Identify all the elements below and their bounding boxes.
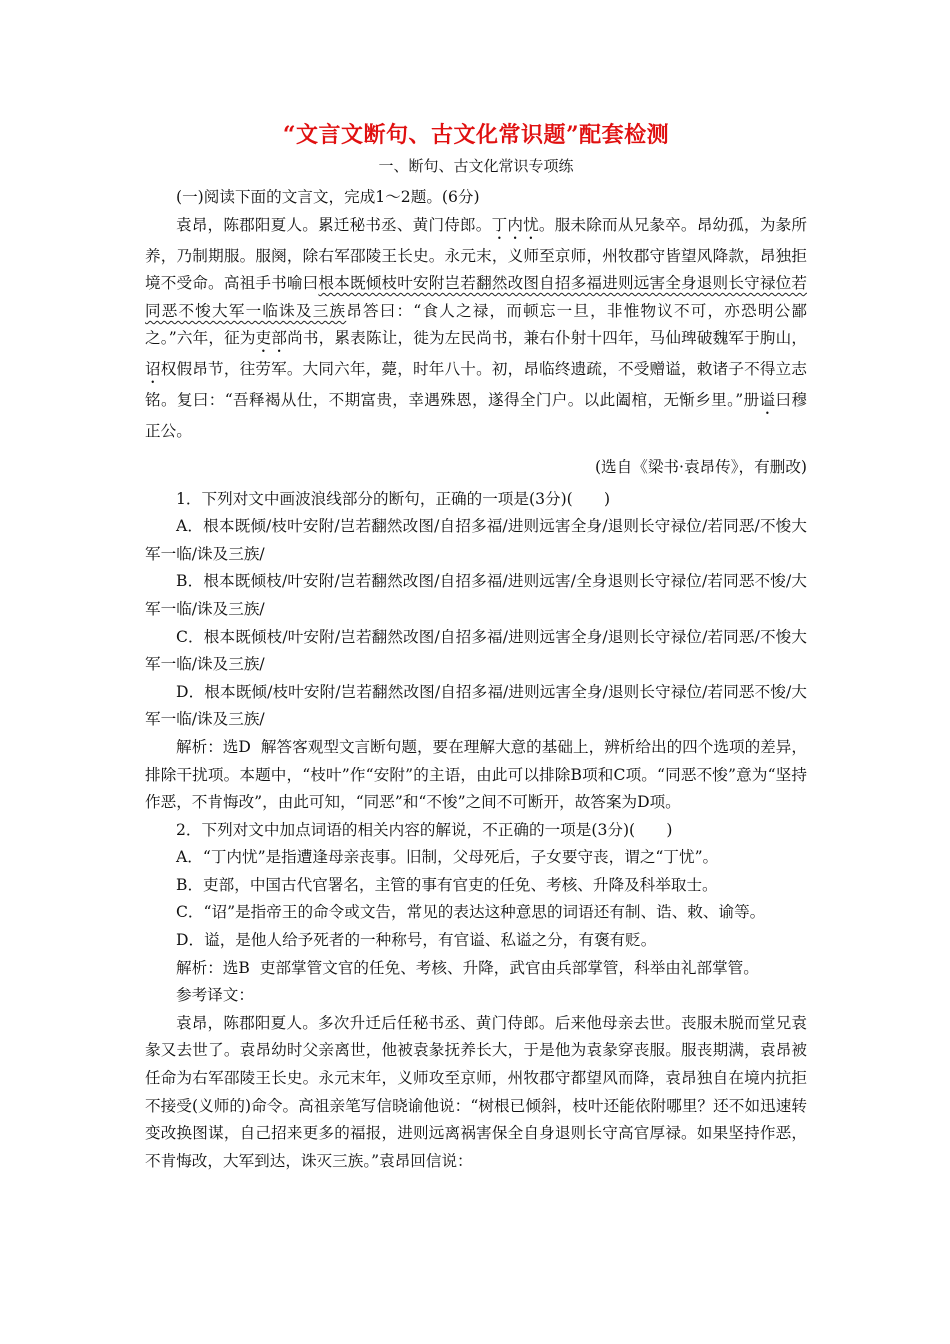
question-1-option-c: C．根本既倾枝/叶安附/岂若翻然改图/自招多福/进则远害全身/退则长守禄位/若同恶/不悛大军一临/诛及三族/: [145, 627, 807, 674]
wavy-underlined-passage: 根本既倾枝叶安附岂若翻然改图自招多福进则远害全身退则长守禄位若同恶不悛大军一临诛及三族: [145, 274, 807, 320]
source-citation: (选自《梁书·袁昂传》，有删改): [594, 457, 807, 476]
question-2-analysis: [145, 955, 807, 983]
passage-text: 尚书，累表陈让，徙为左民尚书，兼右仆射十四年，马仙琕破魏军于朐山，: [287, 329, 807, 348]
question-2-stem: 2．下列对文中加点词语的相关内容的解说，不正确的一项是(3分)( ): [176, 820, 673, 839]
analysis-text: 吏部掌管文官的任免、考核、升降，武官由兵部掌管，科举由礼部掌管。: [259, 958, 759, 977]
dotted-term: 吏部: [255, 329, 288, 348]
question-2-option-c: C．“诏”是指帝王的命令或文告，常见的表达这种意思的词语还有制、诰、敕、谕等。: [176, 903, 766, 922]
question-1-option-b: B．根本既倾枝/叶安附/岂若翻然改图/自招多福/进则远害/全身退则长守禄位/若同恶不悛/大军一临/诛及三族/: [145, 572, 807, 618]
question-2-option-b: B．吏部，中国古代官署名，主管的事有官吏的任免、考核、升降及科举取士。: [176, 875, 718, 894]
document-page: [145, 118, 807, 1175]
analysis-label: 解析：选D: [176, 737, 251, 756]
translation-text: 袁昂，陈郡阳夏人。多次升迁后任秘书丞、黄门侍郎。后来他母亲去世。丧服未脱而堂兄袁彖又去世了。袁昂幼时父亲离世，他被袁彖抚养长大，于是他为袁彖穿丧服。服丧期满，袁昂被任命为右军邵陵王长史。永元末年，义师攻至京师，州牧郡守都望风而降，袁昂独自在境内抗拒不接受(义师的)命令。高祖亲笔写信晓谕他说：“树根已倾斜，枝叶还能依附哪里？还不如迅速转变改换图谋，自己招来更多的福报，进则远离祸害保全自身退则长守高官厚禄。如果坚持作恶，不肯悔改，大军到达，诛灭三族。”袁昂回信说：: [145, 1013, 807, 1170]
passage-text: 曰穆正公。: [145, 391, 807, 441]
section-subtitle: 一、断句、古文化常识专项练: [378, 157, 574, 175]
dotted-term: 诏: [145, 360, 161, 379]
dotted-term: 谥: [759, 391, 776, 410]
reading-instruction: (一)阅读下面的文言文，完成1～2题。(6分): [176, 188, 480, 206]
classical-passage: [145, 212, 807, 446]
question-2-option-d: D．谥，是他人给予死者的一种称号，有官谥、私谥之分，有褒有贬。: [176, 931, 657, 950]
analysis-label: 解析：选B: [176, 958, 250, 977]
question-1-option-a: A．根本既倾/枝叶安附/岂若翻然改图/自招多福/进则远害全身/退则长守禄位/若同恶/不悛大军一临/诛及三族/: [145, 517, 807, 563]
question-2-option-a: A．“丁内忧”是指遭逢母亲丧事。旧制，父母死后，子女要守丧，谓之“丁忧”。: [176, 848, 719, 867]
question-1-option-d: D．根本既倾/枝叶安附/岂若翻然改图/自招多福/进则远害全身/退则长守禄位/若同恶不悛/大军一临/诛及三族/: [145, 682, 807, 729]
question-1-analysis: [145, 734, 807, 817]
passage-text: 袁昂，陈郡阳夏人。累迁秘书丞、黄门侍郎。: [176, 215, 492, 234]
analysis-text: 解答客观型文言断句题，要在理解大意的基础上，辨析给出的四个选项的差异，排除干扰项。本题中，“枝叶”作“安附”的主语，由此可以排除B项和C项。“同恶不悛”意为“坚持作恶，不肯悔改”，由此可知，“同恶”和“不悛”之间不可断开，故答案为D项。: [145, 737, 807, 812]
passage-text: 。服未除而从兄彖卒。昂幼孤，为彖所养，乃制期服。服阕，除右军邵陵王长史。永元末，义师至京师，州牧郡守皆望风降款，昂独拒境不受命。高祖手书喻曰: [145, 215, 807, 293]
passage-text: 昂答曰：“食人之禄，而顿忘一旦，非惟物议不可，亦恐明公鄙之。”六年，征为: [145, 301, 807, 348]
passage-text: 权假昂节，往劳军。大同六年，薨，时年八十。初，昂临终遗疏，不受赠谥，敕诸子不得立志铭。复曰：“吾释褐从仕，不期富贵，幸遇殊恩，遂得全门户。以此阖棺，无惭乡里。”册: [145, 360, 807, 410]
page-title: “文言文断句、古文化常识题”配套检测: [282, 122, 670, 148]
dotted-term: 丁内忧: [491, 215, 539, 234]
question-1-stem: 1．下列对文中画波浪线部分的断句，正确的一项是(3分)( ): [176, 489, 611, 508]
translation-label: 参考译文：: [176, 986, 254, 1005]
